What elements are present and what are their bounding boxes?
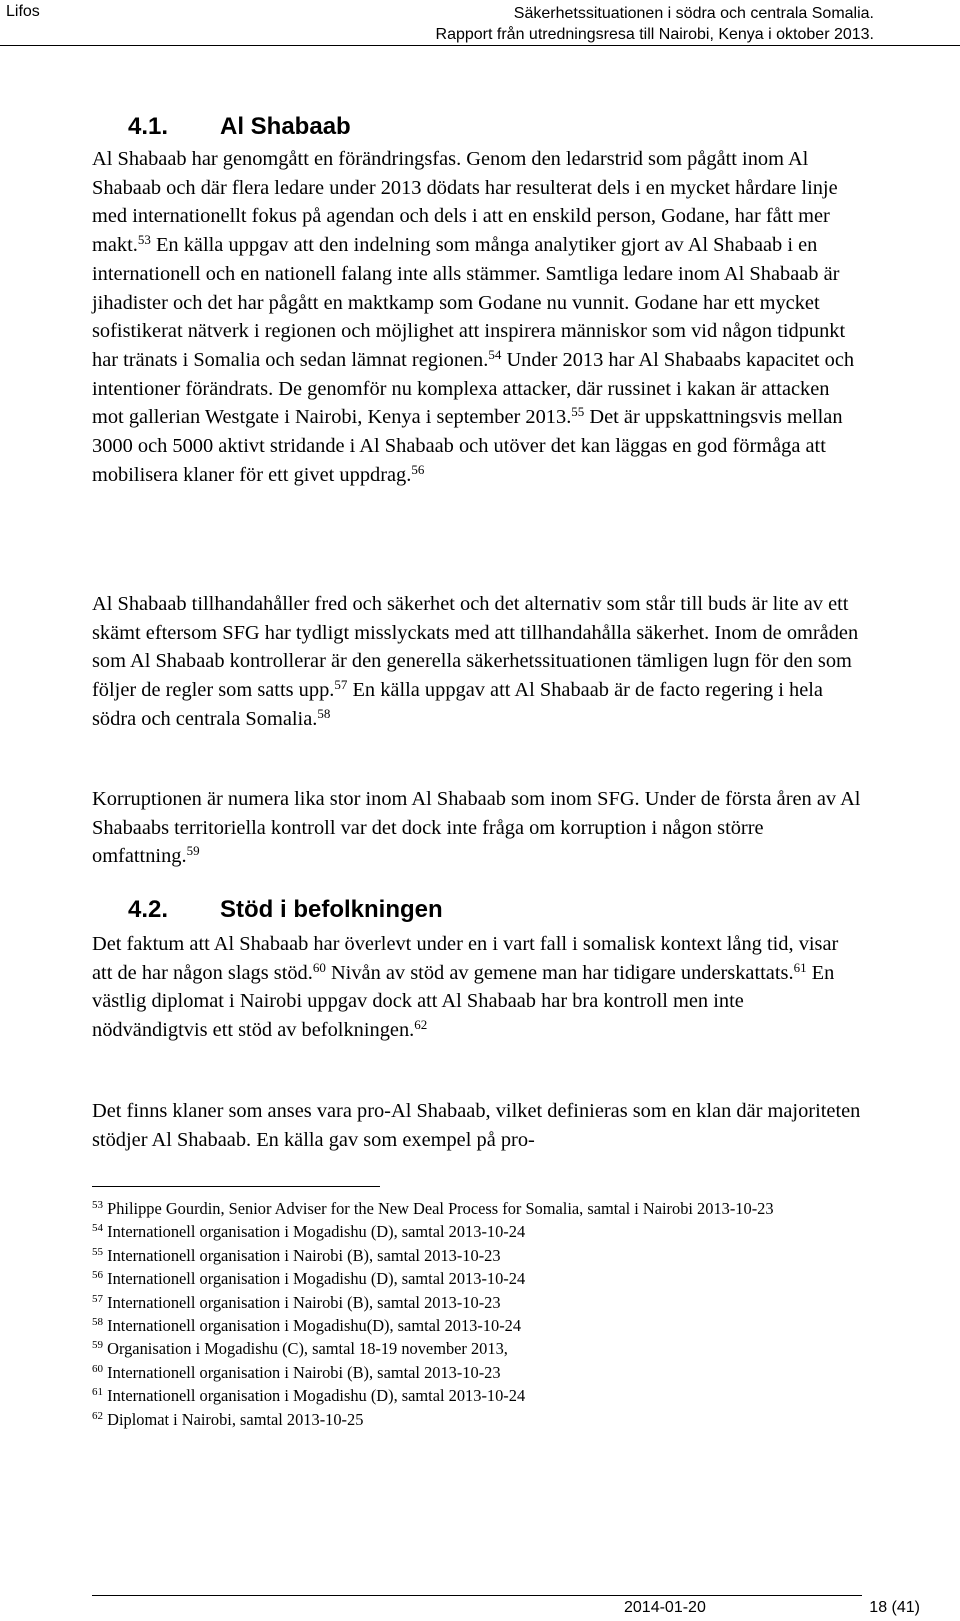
header-title-line1: Säkerhetssituationen i södra och centrala Somalia. — [513, 5, 874, 22]
header-title — [436, 3, 874, 45]
section-title: Al Shabaab — [220, 113, 351, 140]
footnote-number: 54 — [92, 1222, 103, 1235]
header-divider — [0, 45, 960, 46]
footnote-text: Internationell organisation i Nairobi (B), samtal 2013-10-23 — [107, 1245, 501, 1265]
footnote-text: Internationell organisation i Mogadishu (D), samtal 2013-10-24 — [107, 1386, 526, 1406]
footnote-number: 57 — [92, 1292, 103, 1305]
paragraph-text: Nivån av stöd av gemene man har tidigare underskattats. — [325, 961, 794, 984]
paragraph — [92, 930, 862, 1045]
footnote-number: 55 — [92, 1245, 103, 1258]
paragraph-text: Under 2013 har Al Shabaabs kapacitet och intentioner förändrats. De genomför nu komplexa attacker, där russinet i kakan är attacken mot gallerian Westgate i Nairobi, Kenya i september 2013. — [92, 348, 855, 429]
footnote — [92, 1408, 862, 1431]
footnote — [92, 1384, 862, 1407]
footnote-ref[interactable]: 57 — [334, 677, 348, 693]
paragraph — [92, 590, 862, 734]
footnote-ref[interactable]: 62 — [414, 1017, 428, 1033]
footnote-number: 58 — [92, 1316, 103, 1329]
footnote-ref[interactable]: 53 — [137, 232, 151, 248]
footnote — [92, 1314, 862, 1337]
footnote — [92, 1244, 862, 1267]
paragraph-text: Korruptionen är numera lika stor inom Al Shabaab som inom SFG. Under de första åren av Al Shabaabs territoriella kontroll var det dock inte fråga om korruption i någon större omfattning. — [92, 788, 861, 868]
paragraph-text: En källa uppgav att den indelning som många analytiker gjort av Al Shabaab i en internationell och en nationell falang inte alls stämmer. Samtliga ledare inom Al Shabaab är jihadister och det har pågått en maktkamp som Godane nu vunnit. Godane har ett mycket sofistikerat nätverk i regionen och möjlighet att inspirera människor som vid någon tidpunkt har tränats i Somalia och sedan lämnat regionen. — [92, 234, 846, 371]
footnote-separator — [92, 1186, 380, 1187]
page-number: 18 (41) — [869, 1599, 920, 1616]
footnote-text: Internationell organisation i Mogadishu (D), samtal 2013-10-24 — [107, 1269, 526, 1289]
footnote-text: Internationell organisation i Nairobi (B), samtal 2013-10-23 — [107, 1292, 501, 1312]
section-heading-4-2 — [128, 895, 443, 925]
footnote-ref[interactable]: 58 — [317, 705, 331, 721]
section-number: 4.1. — [128, 113, 169, 140]
footnote-ref[interactable]: 54 — [488, 346, 502, 362]
footnote-text: Philippe Gourdin, Senior Adviser for the New Deal Process for Somalia, samtal i Nairobi 2013-10-23 — [107, 1199, 774, 1218]
footer-date: 2014-01-20 — [624, 1599, 706, 1616]
footnote — [92, 1267, 862, 1290]
footnote-number: 59 — [92, 1339, 103, 1352]
footnote-number: 62 — [92, 1409, 103, 1422]
paragraph-text: Al Shabaab har genomgått en förändringsfas. Genom den ledarstrid som pågått inom Al Shabaab och där flera ledare under 2013 dödats har resulterat dels i en mycket hårdare linje med internationellt fokus på agendan och dels i att en enskild person, Godane, har fått mer makt. — [92, 148, 838, 257]
paragraph-text: Al Shabaab tillhandahåller fred och säkerhet och det alternativ som står till buds är lite av ett skämt eftersom SFG har tydligt misslyckats med att tillhandahålla säkerhet. Inom de områden som Al Shabaab kontrollerar är den generella säkerhetssituationen tämligen lugn för den som följer de regler som satts upp. — [92, 593, 859, 702]
section-heading-4-1 — [128, 112, 351, 142]
footnote-text: Internationell organisation i Mogadishu (D), samtal 2013-10-24 — [107, 1222, 526, 1242]
footnote-text: Internationell organisation i Mogadishu(D), samtal 2013-10-24 — [107, 1316, 522, 1336]
section-number: 4.2. — [128, 896, 169, 923]
footnote — [92, 1361, 862, 1384]
footnote-ref[interactable]: 59 — [186, 843, 200, 859]
paragraph-text: Det är uppskattningsvis mellan 3000 och 5000 aktivt stridande i Al Shabaab och utöver det kan läggas en god förmåga att mobilisera klaner för ett givet uppdrag. — [92, 406, 843, 486]
footnote — [92, 1291, 862, 1314]
page-header — [0, 0, 960, 46]
header-org: Lifos — [6, 3, 40, 20]
header-title-line2: Rapport från utredningsresa till Nairobi, Kenya i oktober 2013. — [435, 26, 874, 43]
paragraph — [92, 145, 862, 489]
footnote-ref[interactable]: 56 — [411, 461, 425, 477]
footnote-text: Internationell organisation i Nairobi (B), samtal 2013-10-23 — [107, 1362, 501, 1382]
footnote — [92, 1197, 862, 1220]
paragraph-text: En västlig diplomat i Nairobi uppgav dock att Al Shabaab har bra kontroll men inte nödvändigtvis ett stöd av befolkningen. — [92, 961, 835, 1042]
footnote-number: 61 — [92, 1386, 103, 1399]
footnote — [92, 1220, 862, 1243]
footnote-text: Organisation i Mogadishu (C), samtal 18-19 november 2013, — [107, 1339, 508, 1359]
paragraph-text: Det finns klaner som anses vara pro-Al Shabaab, vilket definieras som en klan där majoriteten stödjer Al Shabaab. En källa gav som exempel på pro- — [92, 1100, 861, 1151]
footnote — [92, 1337, 862, 1360]
footnote-ref[interactable]: 55 — [571, 404, 585, 420]
footnote-text: Diplomat i Nairobi, samtal 2013-10-25 — [107, 1409, 364, 1429]
footnote-ref[interactable]: 60 — [312, 959, 326, 975]
paragraph — [92, 1097, 862, 1154]
paragraph-text: En källa uppgav att Al Shabaab är de facto regering i hela södra och centrala Somalia. — [92, 679, 823, 730]
footnote-number: 60 — [92, 1362, 103, 1375]
footer-divider — [92, 1595, 862, 1596]
footnote-number: 53 — [92, 1199, 103, 1211]
footnote-ref[interactable]: 61 — [793, 959, 807, 975]
footnote-number: 56 — [92, 1269, 103, 1282]
section-title: Stöd i befolkningen — [220, 896, 443, 923]
paragraph-text: Det faktum att Al Shabaab har överlevt under en i vart fall i somalisk kontext lång tid, visar att de har någon slags stöd. — [92, 933, 839, 984]
footnotes — [92, 1197, 862, 1431]
paragraph — [92, 785, 862, 871]
